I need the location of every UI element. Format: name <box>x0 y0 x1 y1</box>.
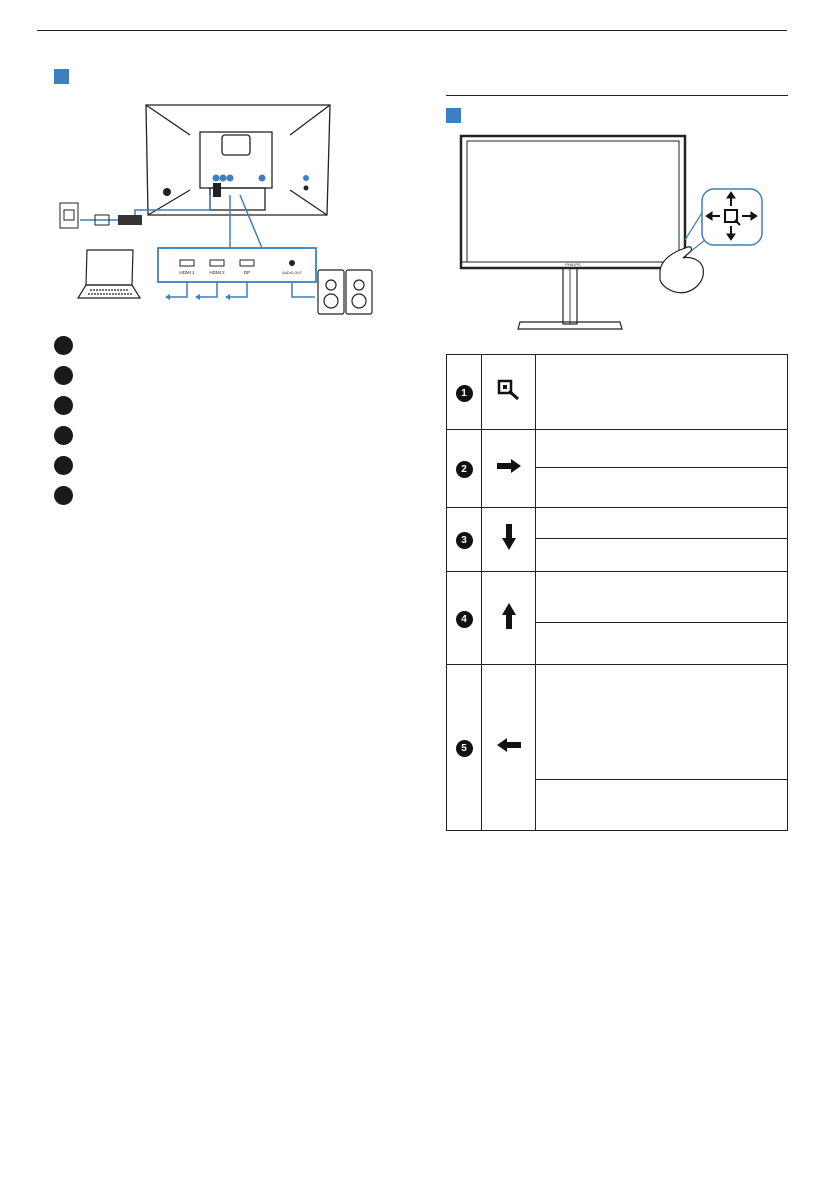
arrow-up-icon <box>482 572 536 665</box>
legend-number-1 <box>54 336 73 355</box>
legend-number-3 <box>54 396 73 415</box>
legend-number-6 <box>54 486 73 505</box>
legend-number-4 <box>54 426 73 445</box>
legend-number-2 <box>54 366 73 385</box>
row-number: 1 <box>456 385 473 402</box>
control-table <box>446 354 788 831</box>
osd-magnifier-icon <box>482 355 536 430</box>
power-cable <box>80 195 210 220</box>
monitor-front-diagram <box>455 132 775 337</box>
row-number: 3 <box>456 532 473 549</box>
speakers <box>318 270 372 314</box>
section-marker-connection <box>54 69 69 84</box>
legend-number-5 <box>54 456 73 475</box>
arrow-left-icon <box>482 665 536 831</box>
port-label-dp: DP <box>243 270 251 275</box>
table-row <box>447 572 788 623</box>
hand-illustration <box>660 247 703 293</box>
monitor-brand-label: PHILIPS <box>565 262 581 267</box>
laptop <box>78 250 140 298</box>
row-number: 2 <box>456 461 473 478</box>
table-row <box>447 508 788 539</box>
section-rule <box>446 95 788 96</box>
row-number: 4 <box>456 611 473 628</box>
top-rule <box>37 30 787 31</box>
table-row <box>447 665 788 780</box>
table-row <box>447 355 788 430</box>
row-number: 5 <box>456 740 473 757</box>
port-label-hdmi1: HDMI 1 <box>179 270 195 275</box>
section-marker-controls <box>446 108 461 123</box>
arrow-down-icon <box>482 508 536 572</box>
connection-diagram <box>40 100 390 325</box>
port-label-hdmi2: HDMI 2 <box>209 270 225 275</box>
arrow-right-icon <box>482 430 536 508</box>
table-row <box>447 430 788 468</box>
monitor-back <box>146 105 330 215</box>
port-label-audio: AUDIO OUT <box>282 271 302 275</box>
